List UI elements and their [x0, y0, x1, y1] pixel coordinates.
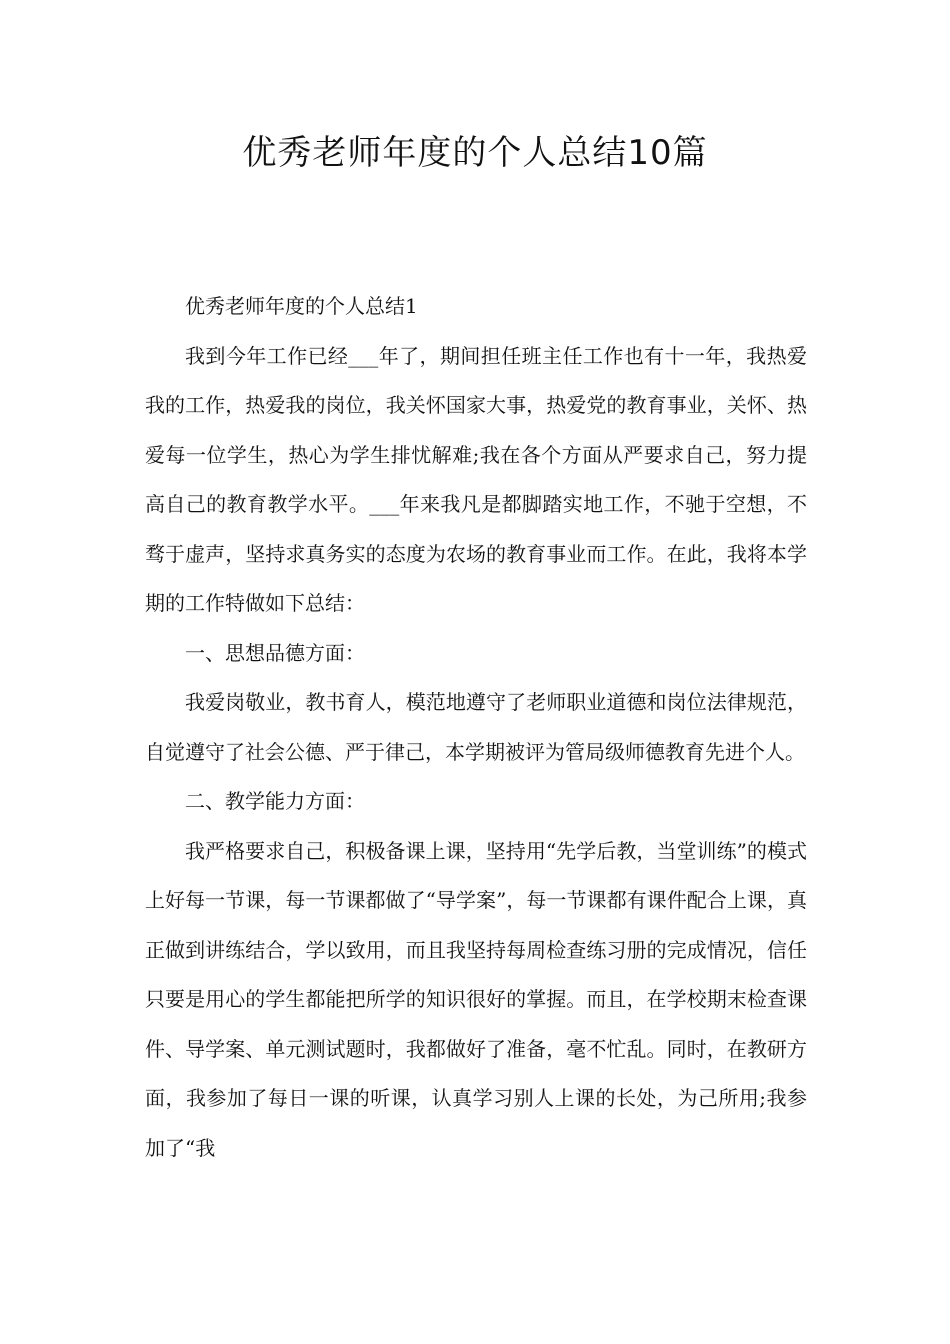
- document-body: [145, 282, 807, 1173]
- paragraph-moral: 我爱岗敬业，教书育人，模范地遵守了老师职业道德和岗位法律规范，自觉遵守了社会公德、严于律己，本学期被评为管局级师德教育先进个人。: [145, 690, 807, 764]
- paragraph-teaching: 我严格要求自己，积极备课上课，坚持用“先学后教，当堂训练”的模式上好每一节课，每一节课都做了“导学案”，每一节课都有课件配合上课，真正做到讲练结合，学以致用，而且我坚持每周检查练习册的完成情况，信任只要是用心的学生都能把所学的知识很好的掌握。而且，在学校期末检查课件、导学案、单元测试题时，我都做好了准备，毫不忙乱。同时，在教研方面，我参加了每日一课的听课，认真学习别人上课的长处，为己所用;我参加了“我: [145, 838, 807, 1160]
- section-heading: 优秀老师年度的个人总结1: [185, 294, 418, 318]
- subheading-teaching: 二、教学能力方面：: [185, 789, 365, 813]
- paragraph-intro: 我到今年工作已经___年了，期间担任班主任工作也有十一年，我热爱我的工作，热爱我的岗位，我关怀国家大事，热爱党的教育事业，关怀、热爱每一位学生，热心为学生排忧解难;我在各个方面从严要求自己，努力提高自己的教育教学水平。___年来我凡是都脚踏实地工作，不驰于空想，不骛于虚声，坚持求真务实的态度为农场的教育事业而工作。在此，我将本学期的工作特做如下总结：: [145, 343, 807, 615]
- document-title: 优秀老师年度的个人总结10篇: [242, 133, 708, 173]
- subheading-moral: 一、思想品德方面：: [185, 640, 365, 665]
